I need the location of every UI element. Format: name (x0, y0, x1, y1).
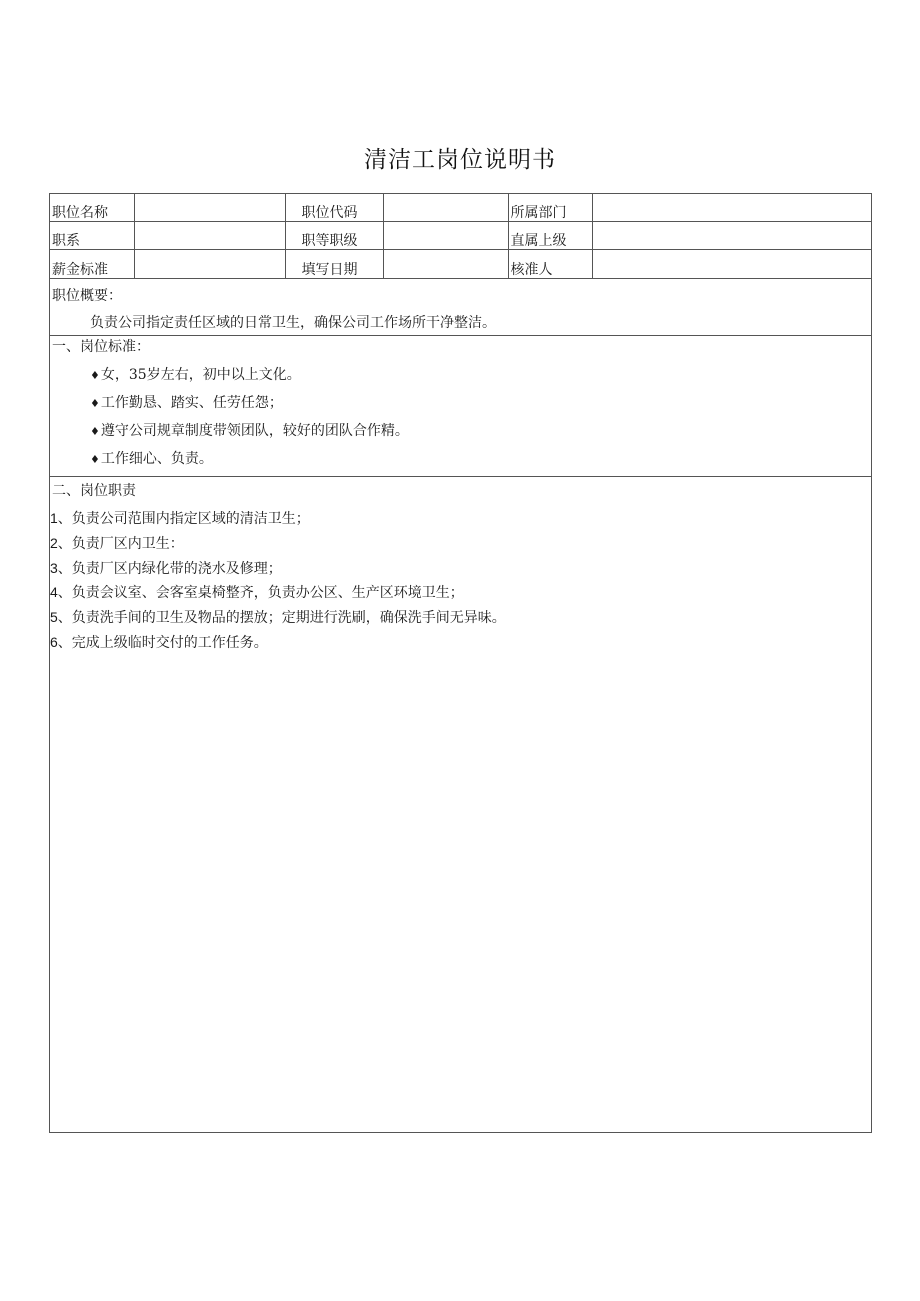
list-item: 5、负责洗手间的卫生及物品的摆放；定期进行洗刷，确保洗手间无异味。 (50, 609, 506, 626)
label-salary-standard: 薪金标准 (50, 250, 134, 279)
field-job-family[interactable] (134, 222, 285, 250)
list-item: 6、完成上级临时交付的工作任务。 (50, 634, 268, 651)
info-row (50, 222, 871, 250)
diamond-bullet-icon: ♦ (90, 397, 100, 410)
label-fill-date: 填写日期 (285, 250, 383, 279)
list-item: ♦女，35岁左右，初中以上文化。 (90, 367, 301, 383)
field-position-name[interactable] (134, 194, 285, 222)
duties-section (50, 477, 871, 1132)
info-row (50, 194, 871, 222)
list-item: 4、负责会议室、会客室桌椅整齐，负责办公区、生产区环境卫生； (50, 584, 464, 601)
field-department[interactable] (592, 194, 871, 222)
label-job-family: 职系 (50, 222, 134, 250)
field-position-code[interactable] (383, 194, 508, 222)
diamond-bullet-icon: ♦ (90, 425, 100, 438)
label-grade-level: 职等职级 (285, 222, 383, 250)
info-table (50, 194, 871, 279)
diamond-bullet-icon: ♦ (90, 369, 100, 382)
label-direct-supervisor: 直属上级 (508, 222, 592, 250)
label-position-name: 职位名称 (50, 194, 134, 222)
label-position-code: 职位代码 (285, 194, 383, 222)
diamond-bullet-icon: ♦ (90, 453, 100, 466)
list-item: ♦工作细心、负责。 (90, 451, 213, 467)
label-approver: 核准人 (508, 250, 592, 279)
label-department: 所属部门 (508, 194, 592, 222)
page-title: 清洁工岗位说明书 (364, 147, 556, 173)
field-grade-level[interactable] (383, 222, 508, 250)
standards-heading: 一、岗位标准： (52, 339, 150, 355)
list-item: 1、负责公司范围内指定区域的清洁卫生； (50, 510, 310, 527)
list-item: ♦工作勤恳、踏实、任劳任怨； (90, 395, 283, 411)
field-direct-supervisor[interactable] (592, 222, 871, 250)
overview-section (50, 278, 871, 336)
standards-section (50, 336, 871, 477)
field-fill-date[interactable] (383, 250, 508, 279)
job-description-form (49, 193, 872, 1133)
list-item: ♦遵守公司规章制度带领团队，较好的团队合作精。 (90, 423, 409, 439)
duties-heading: 二、岗位职责 (52, 483, 136, 499)
list-item: 2、负责厂区内卫生： (50, 535, 184, 552)
overview-text: 负责公司指定责任区域的日常卫生，确保公司工作场所干净整洁。 (90, 315, 496, 331)
field-approver[interactable] (592, 250, 871, 279)
list-item: 3、负责厂区内绿化带的浇水及修理； (50, 560, 282, 577)
overview-heading: 职位概要： (52, 288, 122, 304)
info-row (50, 250, 871, 279)
field-salary-standard[interactable] (134, 250, 285, 279)
